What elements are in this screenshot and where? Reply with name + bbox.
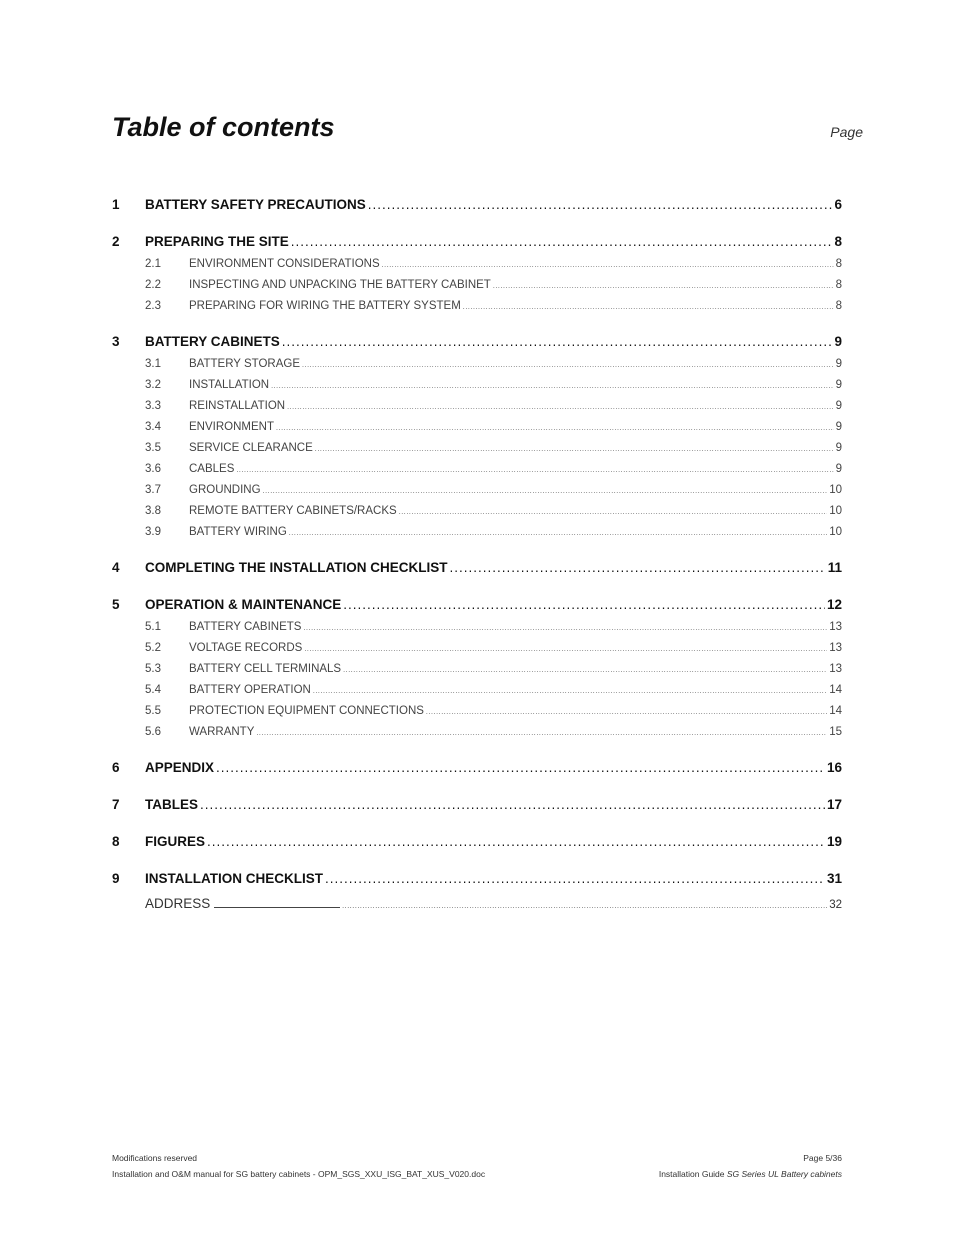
toc-subsection-number: 5.5: [145, 705, 161, 717]
toc-section-title: OPERATION & MAINTENANCE: [145, 597, 342, 612]
toc-page-number: 19: [826, 834, 842, 849]
toc-page-number: 9: [835, 358, 842, 370]
toc-page-number: 8: [835, 258, 842, 270]
toc-subsection-number: 3.9: [145, 526, 161, 538]
toc-page-number: 9: [835, 379, 842, 391]
toc-page-number: 32: [829, 899, 842, 911]
toc-dot-leader: [216, 760, 825, 775]
toc-page-number: 13: [829, 642, 842, 654]
toc-dot-leader: [313, 688, 827, 695]
page-title: Table of contents: [112, 112, 335, 142]
toc-subsection-title: PREPARING FOR WIRING THE BATTERY SYSTEM: [189, 300, 461, 312]
footer-guide-series: SG Series UL Battery cabinets: [726, 1169, 842, 1179]
toc-subsection-number: 2.3: [145, 300, 161, 312]
toc-subsection-entry[interactable]: [112, 400, 842, 421]
toc-dot-leader: [342, 903, 827, 910]
toc-section-entry[interactable]: [112, 597, 842, 621]
toc-page-number: 14: [829, 684, 842, 696]
toc-subsection-number: 3.4: [145, 421, 161, 433]
toc-dot-leader: [315, 446, 834, 453]
toc-page-number: 15: [829, 726, 842, 738]
toc-dot-leader: [449, 560, 825, 575]
toc-subsection-entry[interactable]: [112, 726, 842, 747]
toc-page-number: 8: [835, 300, 842, 312]
toc-subsection-number: 3.7: [145, 484, 161, 496]
toc-subsection-title: REINSTALLATION: [189, 400, 286, 412]
toc-dot-leader: [282, 334, 833, 349]
toc-page-number: 9: [835, 442, 842, 454]
toc-section-number: 8: [112, 834, 120, 849]
toc-dot-leader: [207, 834, 825, 849]
toc-subsection-entry[interactable]: [112, 463, 842, 484]
toc-page-number: 11: [827, 560, 842, 575]
toc-subsection-title: REMOTE BATTERY CABINETS/RACKS: [189, 505, 397, 517]
toc-subsection-title: PROTECTION EQUIPMENT CONNECTIONS: [189, 705, 424, 717]
toc-dot-leader: [271, 383, 834, 390]
toc-subsection-entry[interactable]: [112, 258, 842, 279]
toc-section-entry[interactable]: [112, 871, 842, 895]
toc-page-number: 14: [829, 705, 842, 717]
toc-dot-leader: [463, 304, 834, 311]
toc-page-number: 12: [826, 597, 842, 612]
toc-subsection-number: 5.2: [145, 642, 161, 654]
toc-page-number: 8: [834, 234, 842, 249]
toc-subsection-entry[interactable]: [112, 684, 842, 705]
toc-page-number: 13: [829, 663, 842, 675]
toc-page-number: 10: [829, 526, 842, 538]
toc-subsection-title: SERVICE CLEARANCE: [189, 442, 313, 454]
toc-section-title: BATTERY CABINETS: [145, 334, 280, 349]
toc-subsection-number: 5.1: [145, 621, 161, 633]
toc-page-number: 13: [829, 621, 842, 633]
toc-section-title: PREPARING THE SITE: [145, 234, 289, 249]
toc-subsection-title: INSPECTING AND UNPACKING THE BATTERY CABINET: [189, 279, 491, 291]
toc-dot-leader: [343, 667, 827, 674]
footer-right: [659, 1150, 842, 1182]
toc-page-number: 6: [834, 197, 842, 212]
toc-page-number: 31: [826, 871, 842, 886]
toc-subsection-entry[interactable]: [112, 621, 842, 642]
toc-section-title: COMPLETING THE INSTALLATION CHECKLIST: [145, 560, 448, 575]
toc-dot-leader: [236, 467, 833, 474]
toc-page-number: 9: [834, 334, 842, 349]
toc-subsection-title: ENVIRONMENT: [189, 421, 274, 433]
footer-guide-title: [659, 1166, 842, 1182]
toc-subsection-number: 3.8: [145, 505, 161, 517]
toc-dot-leader: [291, 234, 833, 249]
toc-dot-leader: [343, 597, 825, 612]
toc-section-entry[interactable]: [112, 197, 842, 221]
toc-section-number: 2: [112, 234, 120, 249]
toc-page-number: 10: [829, 505, 842, 517]
toc-dot-leader: [302, 362, 834, 369]
toc-section-number: 1: [112, 197, 120, 212]
toc-address-entry[interactable]: [112, 895, 842, 917]
footer-modifications: Modifications reserved: [112, 1153, 198, 1163]
toc-subsection-entry[interactable]: [112, 642, 842, 663]
toc-section-title: APPENDIX: [145, 760, 215, 775]
toc-subsection-title: WARRANTY: [189, 726, 255, 738]
footer-left: [112, 1150, 485, 1182]
toc-subsection-title: ENVIRONMENT CONSIDERATIONS: [189, 258, 380, 270]
toc-subsection-title: GROUNDING: [189, 484, 261, 496]
toc-dot-leader: [368, 197, 833, 212]
toc-subsection-entry[interactable]: [112, 300, 842, 321]
toc-dot-leader: [276, 425, 834, 432]
toc-subsection-title: BATTERY CABINETS: [189, 621, 302, 633]
toc-section-title: INSTALLATION CHECKLIST: [145, 871, 323, 886]
toc-subsection-number: 3.6: [145, 463, 161, 475]
toc-subsection-title: BATTERY WIRING: [189, 526, 287, 538]
table-of-contents: [112, 197, 842, 917]
toc-subsection-entry[interactable]: [112, 484, 842, 505]
toc-address-title: ADDRESS: [145, 896, 211, 911]
toc-dot-leader: [287, 404, 834, 411]
toc-page-number: 9: [835, 463, 842, 475]
toc-subsection-entry[interactable]: [112, 279, 842, 300]
toc-section-number: 7: [112, 797, 120, 812]
page-column-label: Page: [830, 124, 863, 140]
toc-page-number: 9: [835, 421, 842, 433]
toc-section-number: 4: [112, 560, 120, 575]
toc-dot-leader: [303, 625, 827, 632]
toc-dot-leader: [325, 871, 825, 886]
toc-subsection-title: VOLTAGE RECORDS: [189, 642, 303, 654]
toc-section-entry[interactable]: [112, 560, 842, 584]
toc-section-entry[interactable]: [112, 234, 842, 258]
footer-document-name: Installation and O&M manual for SG battery cabinets - OPM_SGS_XXU_ISG_BAT_XUS_V020.doc: [112, 1169, 486, 1179]
toc-subsection-number: 2.1: [145, 258, 161, 270]
toc-subsection-number: 2.2: [145, 279, 161, 291]
toc-section-number: 3: [112, 334, 120, 349]
toc-subsection-number: 3.2: [145, 379, 161, 391]
toc-section-title: FIGURES: [145, 834, 206, 849]
toc-section-entry[interactable]: [112, 797, 842, 821]
toc-subsection-entry[interactable]: [112, 379, 842, 400]
toc-dot-leader: [426, 709, 827, 716]
toc-subsection-entry[interactable]: [112, 705, 842, 726]
toc-page-number: 16: [826, 760, 842, 775]
toc-section-entry[interactable]: [112, 834, 842, 858]
toc-subsection-number: 3.5: [145, 442, 161, 454]
toc-subsection-number: 3.3: [145, 400, 161, 412]
toc-dot-leader: [399, 509, 828, 516]
toc-page-number: 17: [826, 797, 842, 812]
toc-subsection-title: BATTERY STORAGE: [189, 358, 300, 370]
toc-dot-leader: [256, 730, 827, 737]
toc-subsection-number: 5.3: [145, 663, 161, 675]
toc-subsection-title: CABLES: [189, 463, 235, 475]
toc-section-title: TABLES: [145, 797, 198, 812]
address-underline: [214, 895, 340, 908]
toc-subsection-number: 5.4: [145, 684, 161, 696]
footer-page-number: Page 5/36: [803, 1153, 842, 1163]
toc-page-number: 8: [835, 279, 842, 291]
toc-subsection-entry[interactable]: [112, 358, 842, 379]
toc-subsection-entry[interactable]: [112, 421, 842, 442]
toc-section-title: BATTERY SAFETY PRECAUTIONS: [145, 197, 366, 212]
footer-guide-prefix: Installation Guide: [658, 1169, 727, 1179]
toc-subsection-entry[interactable]: [112, 505, 842, 526]
toc-subsection-entry[interactable]: [112, 526, 842, 547]
toc-dot-leader: [493, 283, 834, 290]
toc-page-number: 10: [829, 484, 842, 496]
toc-section-entry[interactable]: [112, 334, 842, 358]
toc-section-entry[interactable]: [112, 760, 842, 784]
toc-subsection-entry[interactable]: [112, 442, 842, 463]
toc-subsection-number: 5.6: [145, 726, 161, 738]
toc-subsection-title: INSTALLATION: [189, 379, 270, 391]
toc-section-number: 6: [112, 760, 120, 775]
toc-subsection-number: 3.1: [145, 358, 161, 370]
toc-section-number: 9: [112, 871, 120, 886]
toc-dot-leader: [382, 262, 834, 269]
toc-page-number: 9: [835, 400, 842, 412]
toc-subsection-entry[interactable]: [112, 663, 842, 684]
toc-dot-leader: [263, 488, 828, 495]
toc-subsection-title: BATTERY OPERATION: [189, 684, 311, 696]
toc-dot-leader: [289, 530, 827, 537]
toc-subsection-title: BATTERY CELL TERMINALS: [189, 663, 342, 675]
toc-dot-leader: [200, 797, 825, 812]
toc-dot-leader: [304, 646, 827, 653]
toc-section-number: 5: [112, 597, 120, 612]
